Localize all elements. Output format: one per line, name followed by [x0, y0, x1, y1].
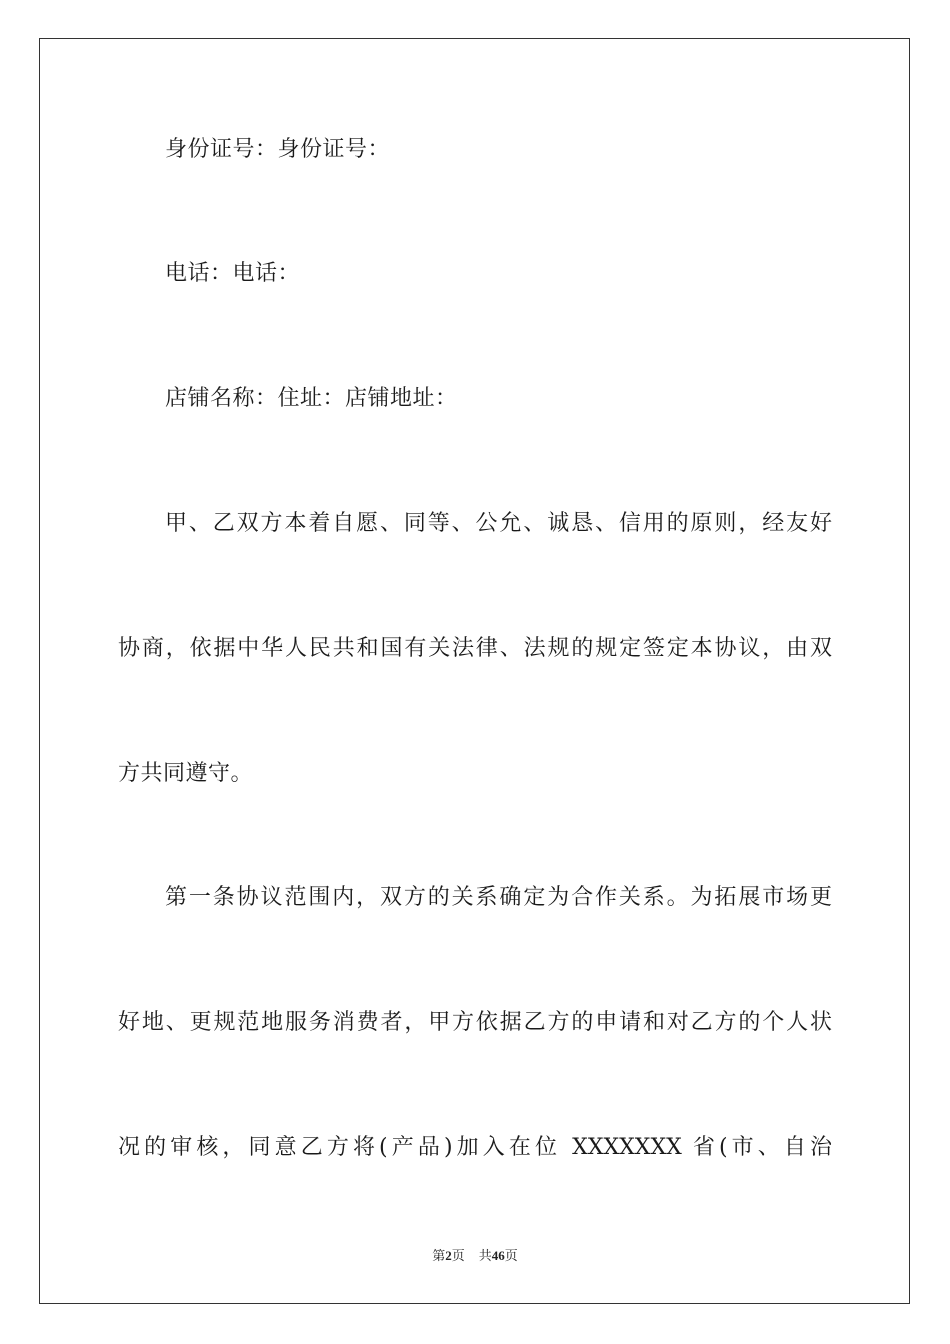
paragraph-1-line-1: 甲、乙双方本着自愿、同等、公允、诚恳、信用的原则，经友好	[165, 511, 832, 536]
shop-address-line: 店铺名称：住址：店铺地址：	[165, 386, 458, 411]
paragraph-2-line-3: 况的审核，同意乙方将(产品)加入在位 XXXXXXX 省(市、自治	[118, 1135, 832, 1160]
page-suffix: 页	[451, 1248, 465, 1263]
phone-line: 电话：电话：	[165, 261, 301, 286]
total-prefix: 共	[478, 1248, 492, 1263]
paragraph-1-line-2: 协商，依据中华人民共和国有关法律、法规的规定签定本协议，由双	[118, 636, 832, 661]
page-number: 2	[445, 1248, 452, 1263]
total-suffix: 页	[504, 1248, 518, 1263]
page-prefix: 第	[432, 1248, 446, 1263]
paragraph-1-line-3: 方共同遵守。	[118, 761, 254, 786]
paragraph-2-line-1: 第一条协议范围内，双方的关系确定为合作关系。为拓展市场更	[165, 885, 832, 910]
page-footer	[0, 1248, 950, 1264]
paragraph-2-line-2: 好地、更规范地服务消费者，甲方依据乙方的申请和对乙方的个人状	[118, 1010, 832, 1035]
page-frame	[39, 38, 910, 1304]
total-pages: 46	[491, 1248, 505, 1263]
id-number-line: 身份证号：身份证号：	[165, 137, 391, 162]
